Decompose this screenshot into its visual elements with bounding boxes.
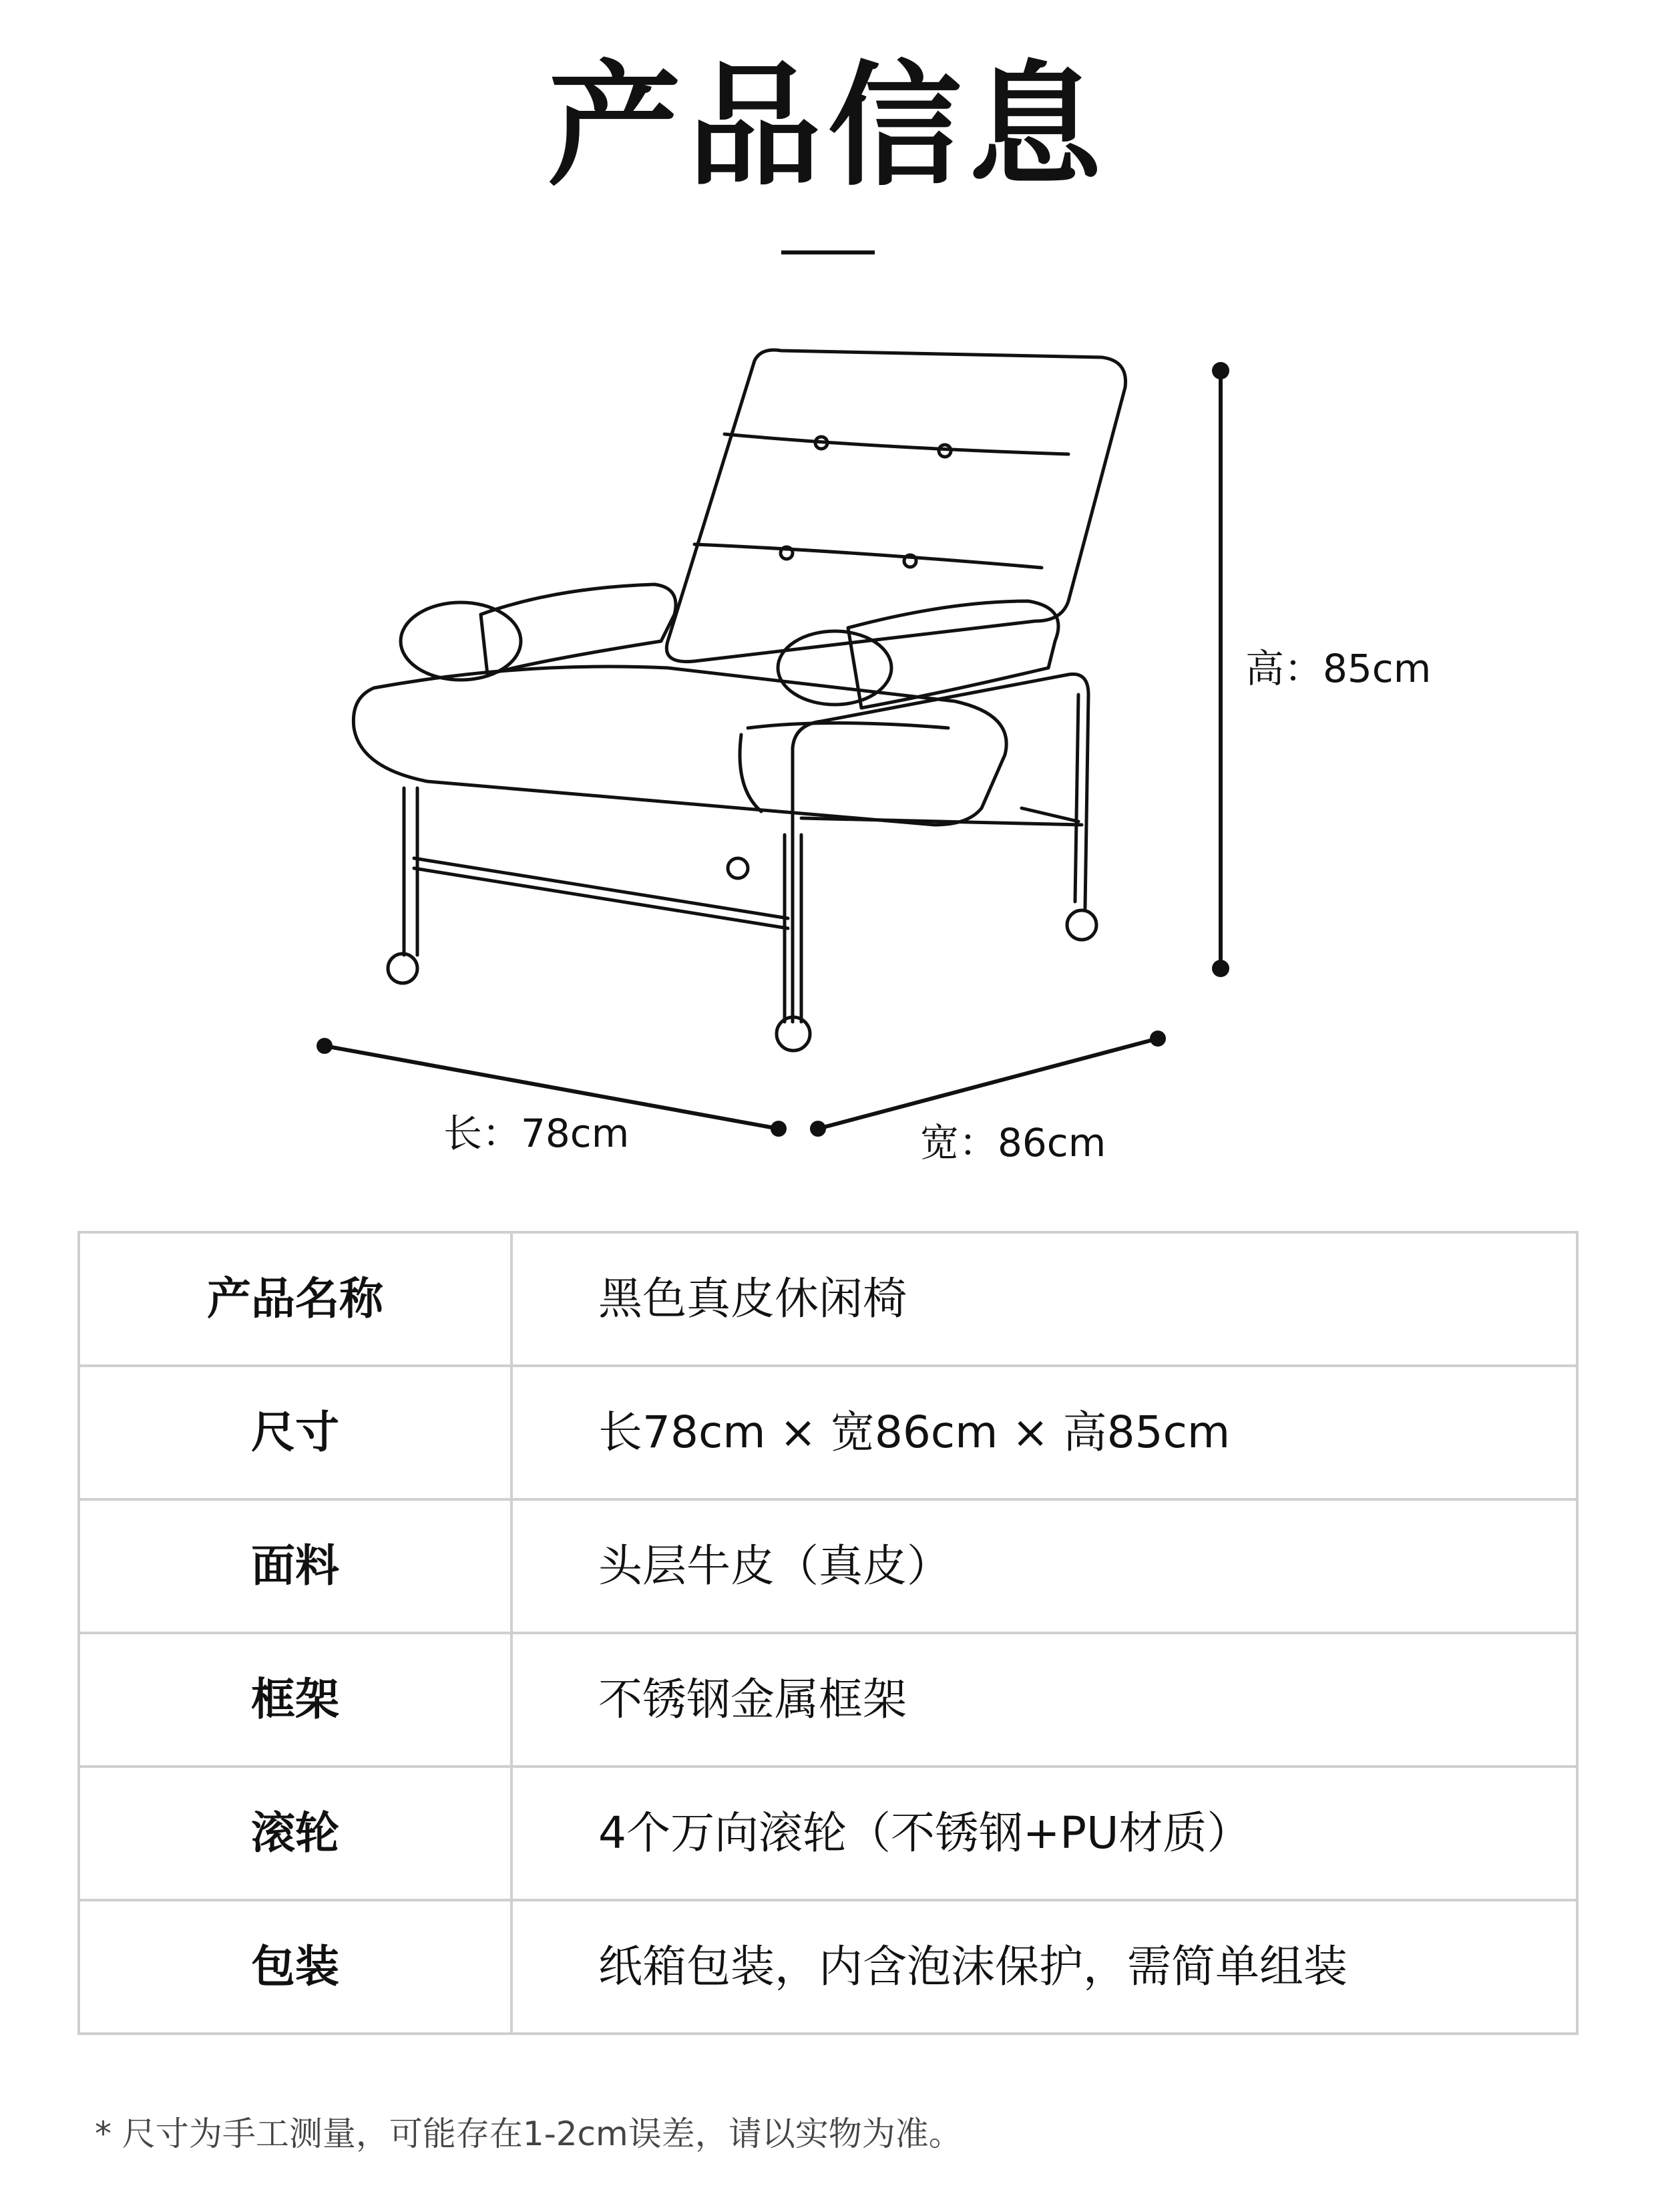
width-dimension-left-dot [810, 1121, 826, 1137]
height-dimension-bottom-dot [1212, 960, 1229, 977]
spec-label: 框架 [79, 1633, 511, 1767]
caster-front-left [388, 954, 417, 983]
height-dimension-top-dot [1212, 362, 1229, 379]
spec-label: 产品名称 [79, 1232, 511, 1366]
spec-value: 4个万向滚轮（不锈钢+PU材质） [511, 1767, 1577, 1900]
chair-seat [353, 667, 1006, 825]
width-dimension-right-dot [1150, 1031, 1166, 1047]
length-dimension-right-dot [771, 1121, 787, 1137]
frame-side-bar [414, 858, 788, 928]
spec-value: 不锈钢金属框架 [511, 1633, 1577, 1767]
spec-value: 长78cm × 宽86cm × 高85cm [511, 1366, 1577, 1499]
seat-seam [740, 723, 948, 812]
length-dimension-label: 长：78cm [443, 1111, 630, 1156]
table-row [79, 1499, 1577, 1633]
backrest-seam-2 [694, 544, 1042, 568]
table-row [79, 1900, 1577, 2034]
right-armrest-roll [778, 631, 891, 705]
left-armrest-roll [401, 602, 521, 680]
spec-label: 面料 [79, 1499, 511, 1633]
chair-illustration [0, 321, 1656, 1189]
caster-rear-middle [728, 858, 748, 878]
title-underline [781, 250, 875, 254]
frame-rear-right-leg [1075, 695, 1078, 902]
table-row [79, 1232, 1577, 1366]
spec-value: 黑色真皮休闲椅 [511, 1232, 1577, 1366]
length-dimension-left-dot [317, 1038, 333, 1054]
width-dimension-label: 宽：86cm [920, 1120, 1106, 1165]
backrest-seam-1 [724, 434, 1068, 454]
table-row [79, 1767, 1577, 1900]
width-dimension-line [818, 1039, 1158, 1129]
spec-label: 滚轮 [79, 1767, 511, 1900]
table-row [79, 1366, 1577, 1499]
spec-label: 包装 [79, 1900, 511, 2034]
product-spec-table [77, 1231, 1579, 2035]
spec-label: 尺寸 [79, 1366, 511, 1499]
measurement-footnote: * 尺寸为手工测量，可能存在1-2cm误差，请以实物为准。 [95, 2114, 962, 2153]
spec-value: 纸箱包装，内含泡沫保护，需简单组装 [511, 1900, 1577, 2034]
height-dimension-label: 高：85cm [1245, 646, 1432, 691]
spec-value: 头层牛皮（真皮） [511, 1499, 1577, 1633]
table-row [79, 1633, 1577, 1767]
page-title: 产品信息 [547, 49, 1108, 204]
left-armrest [481, 584, 676, 675]
frame-front-left-leg [404, 788, 417, 955]
caster-rear-right [1067, 910, 1096, 940]
